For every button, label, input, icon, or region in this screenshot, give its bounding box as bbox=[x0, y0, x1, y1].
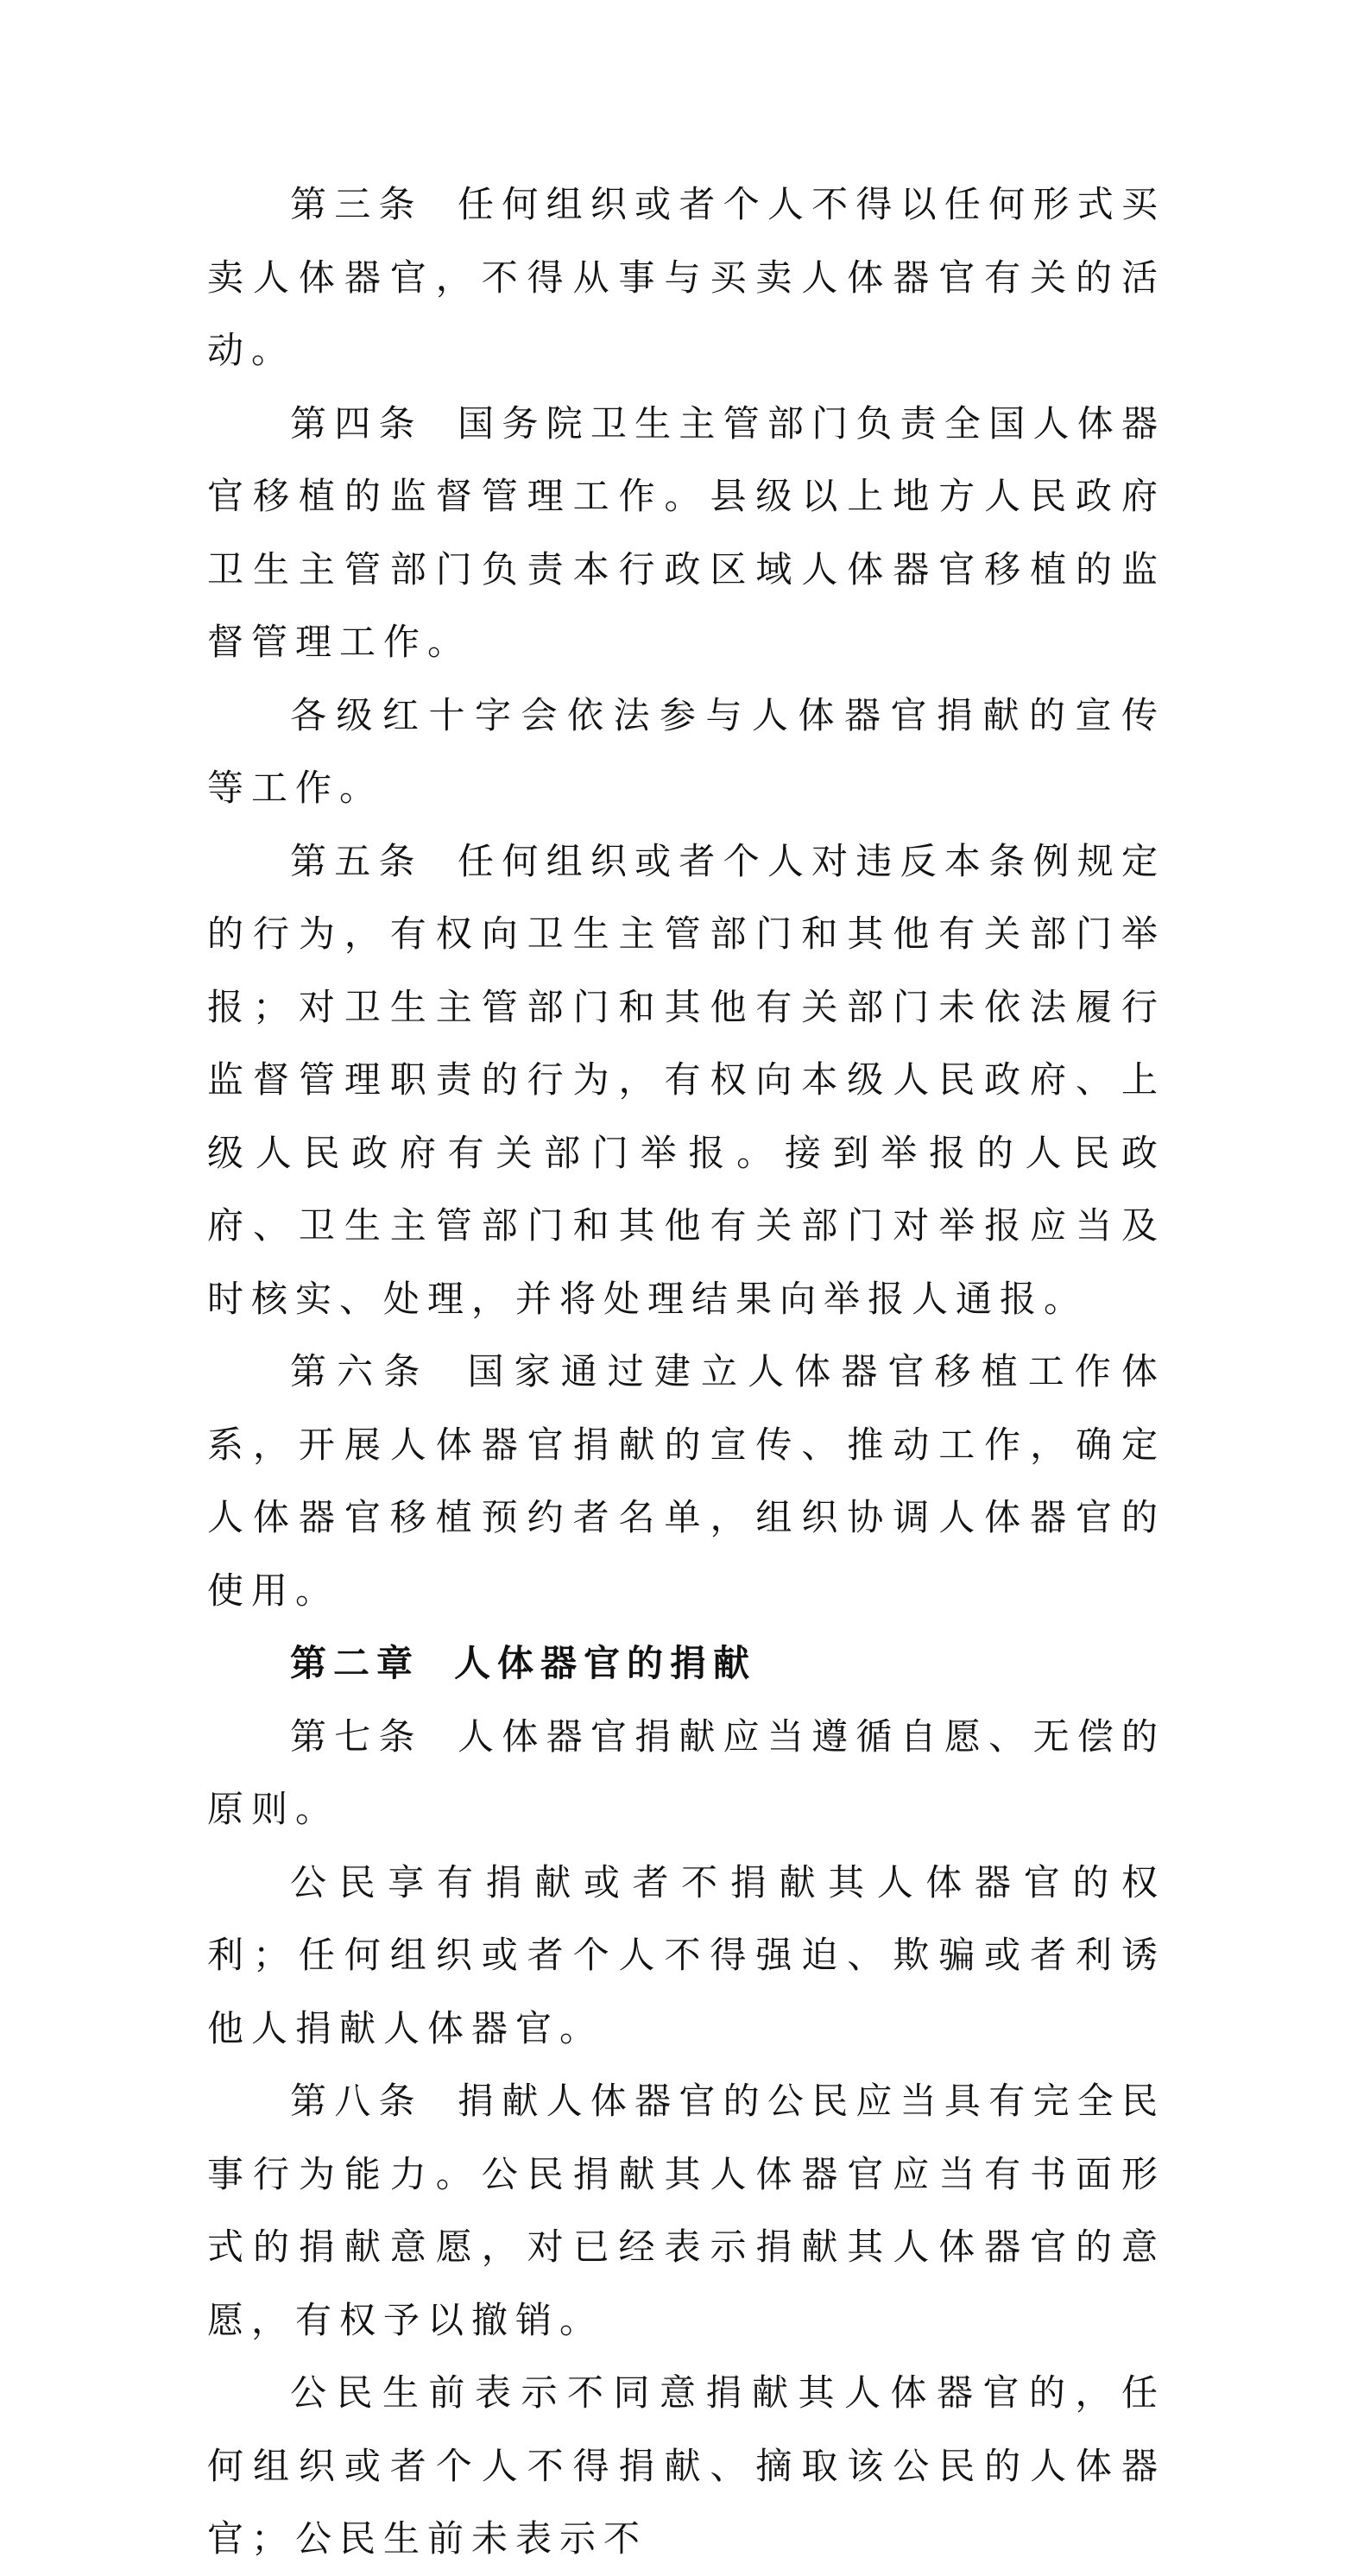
article-4-paragraph bbox=[207, 388, 1165, 679]
article-6-heading: 第六条 bbox=[290, 1350, 431, 1392]
article-6-text: 国家通过建立人体器官移植工作体系，开展人体器官捐献的宣传、推动工作，确定人体器官移植预约者名单，组织协调人体器官的使用。 bbox=[207, 1350, 1165, 1612]
citizen-rights-text: 公民享有捐献或者不捐献其人体器官的权利；任何组织或者个人不得强迫、欺骗或者利诱他人捐献人体器官。 bbox=[207, 1860, 1165, 2049]
document-body bbox=[207, 168, 1165, 2576]
chapter-2-number: 第二章 bbox=[290, 1642, 420, 1684]
article-8-heading: 第八条 bbox=[290, 2080, 423, 2122]
chapter-2-heading bbox=[207, 1627, 1165, 1701]
article-5-text: 任何组织或者个人对违反本条例规定的行为，有权向卫生主管部门和其他有关部门举报；对卫生主管部门和其他有关部门未依法履行监督管理职责的行为，有权向本级人民政府、上级人民政府有关部门举报。接到举报的人民政府、卫生主管部门和其他有关部门对举报应当及时核实、处理，并将处理结果向举报人通报。 bbox=[207, 839, 1165, 1320]
article-3-paragraph bbox=[207, 168, 1165, 388]
article-7-paragraph bbox=[207, 1701, 1165, 1847]
article-8-text: 捐献人体器官的公民应当具有完全民事行为能力。公民捐献其人体器官应当有书面形式的捐献意愿，对已经表示捐献其人体器官的意愿，有权予以撤销。 bbox=[207, 2080, 1165, 2341]
refusal-paragraph bbox=[207, 2357, 1165, 2576]
article-5-paragraph bbox=[207, 825, 1165, 1336]
article-4-heading: 第四条 bbox=[290, 401, 423, 445]
article-4-text: 国务院卫生主管部门负责全国人体器官移植的监督管理工作。县级以上地方人民政府卫生主管部门负责本行政区域人体器官移植的监督管理工作。 bbox=[207, 401, 1165, 663]
article-5-heading: 第五条 bbox=[290, 839, 423, 882]
article-6-paragraph bbox=[207, 1335, 1165, 1627]
chapter-2-title: 人体器官的捐献 bbox=[454, 1642, 757, 1684]
article-7-text: 人体器官捐献应当遵循自愿、无偿的原则。 bbox=[207, 1714, 1165, 1830]
article-8-paragraph bbox=[207, 2065, 1165, 2357]
article-3-heading: 第三条 bbox=[290, 183, 423, 225]
article-3-text: 任何组织或者个人不得以任何形式买卖人体器官，不得从事与买卖人体器官有关的活动。 bbox=[207, 183, 1165, 371]
citizen-rights-paragraph bbox=[207, 1847, 1165, 2066]
article-7-heading: 第七条 bbox=[290, 1714, 423, 1758]
red-cross-paragraph bbox=[207, 679, 1165, 825]
refusal-text: 公民生前表示不同意捐献其人体器官的，任何组织或者个人不得捐献、摘取该公民的人体器官；公民生前未表示不 bbox=[207, 2371, 1165, 2560]
red-cross-text: 各级红十字会依法参与人体器官捐献的宣传等工作。 bbox=[207, 693, 1165, 809]
